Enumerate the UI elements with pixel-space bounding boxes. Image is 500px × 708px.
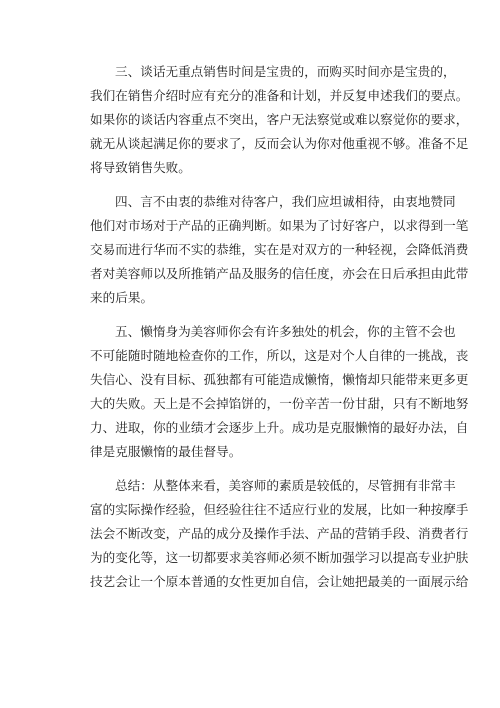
text-line: 将导致销售失败。 [90,160,191,175]
text-line: 法会不断改变，产品的成分及操作手法、产品的营销手段、消费者行 [90,526,469,541]
text-line: 为的变化等，这一切都要求美容师必须不断加强学习以提高专业护肤 [90,550,469,565]
paragraph-three-no-focus [90,60,469,180]
text-line: 就无从谈起满足你的要求了，反而会认为你对他重视不够。准备不足 [90,136,469,151]
document-page [90,60,469,604]
text-line: 者对美容师以及所推销产品及服务的信任度，亦会在日后承担由此带 [90,266,469,281]
text-line: 总结：从整体来看，美容师的素质是较低的，尽管拥有非常丰 [115,478,456,493]
text-line: 四、言不由衷的恭维对待客户，我们应坦诚相待，由衷地赞同 [115,194,456,209]
text-line: 来的后果。 [90,290,154,305]
text-line: 技艺会让一个原本普通的女性更加自信，会让她把最美的一面展示给 [90,574,469,589]
text-line: 五、懒惰身为美容师你会有许多独处的机会，你的主管不会也 [115,324,456,339]
text-line: 富的实际操作经验，但经验往往不适应行业的发展，比如一种按摩手 [90,502,469,517]
paragraph-five-laziness [90,320,469,464]
text-line: 如果你的谈话内容重点不突出，客户无法察觉或难以察觉你的要求， [90,112,469,127]
paragraph-four-flattery [90,190,469,310]
text-line: 律是克服懒惰的最佳督导。 [90,444,242,459]
paragraph-summary [90,474,469,594]
text-line: 失信心、没有目标、孤独都有可能造成懒惰，懒惰却只能带来更多更 [90,372,469,387]
text-line: 我们在销售介绍时应有充分的准备和计划，并反复申述我们的要点。 [90,88,469,103]
text-line: 三、谈话无重点销售时间是宝贵的，而购买时间亦是宝贵的， [115,64,456,79]
text-line: 不可能随时随地检查你的工作，所以，这是对个人自律的一挑战，丧 [90,348,469,363]
text-line: 他们对市场对于产品的正确判断。如果为了讨好客户，以求得到一笔 [90,218,469,233]
text-line: 交易而进行华而不实的恭维，实在是对双方的一种轻视，会降低消费 [90,242,469,257]
text-line: 大的失败。天上是不会掉馅饼的，一份辛苦一份甘甜，只有不断地努 [90,396,469,411]
text-line: 力、进取，你的业绩才会逐步上升。成功是克服懒惰的最好办法，自 [90,420,469,435]
